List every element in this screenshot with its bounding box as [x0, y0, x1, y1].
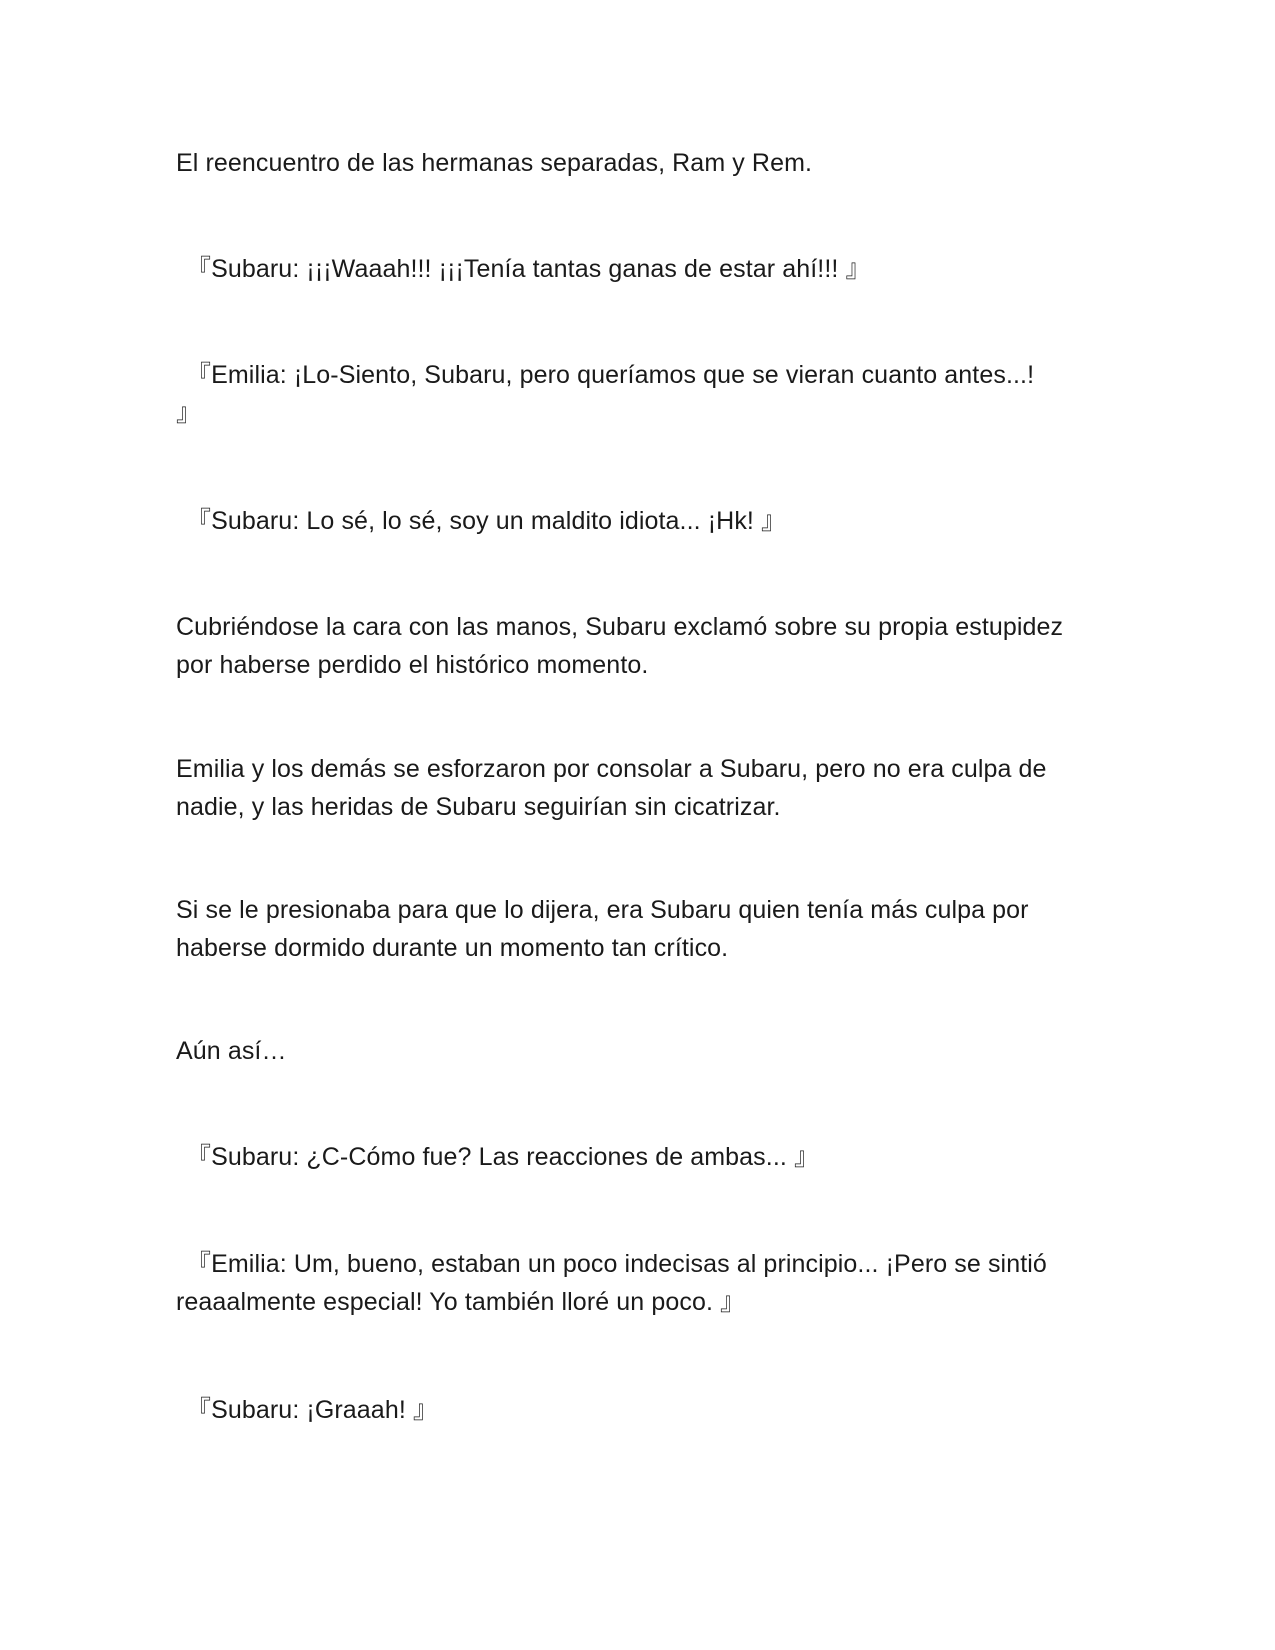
text-line: 『Subaru: ¡Graaah! 』 [186, 1396, 439, 1424]
narration-paragraph [176, 608, 1106, 684]
text-line: 『Subaru: ¡¡¡Waaah!!! ¡¡¡Tenía tantas ganas de estar ahí!!! 』 [186, 255, 871, 283]
dialogue-paragraph [176, 250, 1106, 288]
dialogue-paragraph [176, 1391, 1106, 1429]
text-line: 『Subaru: Lo sé, lo sé, soy un maldito idiota... ¡Hk! 』 [186, 507, 787, 535]
text-line: Aún así… [176, 1037, 287, 1065]
text-line: 』 [176, 399, 202, 427]
narration-paragraph [176, 144, 1106, 182]
narration-paragraph [176, 891, 1106, 967]
text-line: 『Subaru: ¿C-Cómo fue? Las reacciones de ambas... 』 [186, 1143, 820, 1171]
narration-paragraph [176, 1032, 1106, 1070]
dialogue-paragraph [176, 502, 1106, 540]
narration-paragraph [176, 750, 1106, 826]
dialogue-paragraph [176, 356, 1106, 432]
text-line: Si se le presionaba para que lo dijera, era Subaru quien tenía más culpa por [176, 896, 1029, 924]
text-line: El reencuentro de las hermanas separadas, Ram y Rem. [176, 149, 813, 177]
dialogue-paragraph [176, 1245, 1106, 1321]
text-line: reaaalmente especial! Yo también lloré un poco. 』 [176, 1288, 746, 1316]
text-line: por haberse perdido el histórico momento. [176, 651, 649, 679]
dialogue-paragraph [176, 1138, 1106, 1176]
text-line: 『Emilia: Um, bueno, estaban un poco indecisas al principio... ¡Pero se sintió [186, 1250, 1047, 1278]
text-line: 『Emilia: ¡Lo-Siento, Subaru, pero queríamos que se vieran cuanto antes...! [186, 361, 1035, 389]
text-line: haberse dormido durante un momento tan crítico. [176, 934, 729, 962]
text-line: Cubriéndose la cara con las manos, Subaru exclamó sobre su propia estupidez [176, 613, 1064, 641]
text-line: nadie, y las heridas de Subaru seguirían sin cicatrizar. [176, 793, 781, 821]
text-line: Emilia y los demás se esforzaron por consolar a Subaru, pero no era culpa de [176, 755, 1047, 783]
